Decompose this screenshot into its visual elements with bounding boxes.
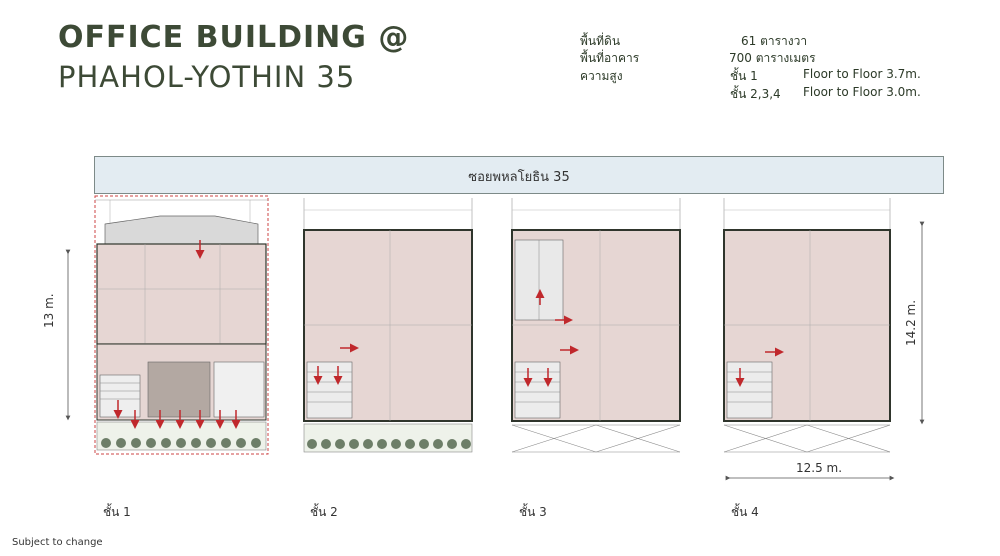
floor-plan-1 bbox=[95, 196, 268, 454]
floors234-height-label: ชั้น 2,3,4 bbox=[730, 87, 781, 101]
land-area-label: พื้นที่ดิน bbox=[580, 34, 621, 48]
floor-plan-4 bbox=[724, 198, 890, 452]
floor-label-4: ชั้น 4 bbox=[731, 505, 759, 519]
floor-label-3: ชั้น 3 bbox=[519, 505, 547, 519]
page-title: OFFICE BUILDING @ bbox=[58, 20, 410, 55]
floor-plan-2 bbox=[304, 198, 472, 452]
dimension-depth-left-label: 13 m. bbox=[42, 293, 56, 328]
road-label: ซอยพหลโยธิน 35 bbox=[468, 170, 570, 185]
floor1-height-label: ชั้น 1 bbox=[730, 69, 758, 83]
floor1-height-value: Floor to Floor 3.7m. bbox=[803, 67, 921, 81]
building-area-label: พื้นที่อาคาร bbox=[580, 51, 640, 65]
land-area-value: 61 ตารางวา bbox=[741, 34, 808, 48]
building-area-value: 700 ตารางเมตร bbox=[729, 51, 816, 65]
floors234-height-value: Floor to Floor 3.0m. bbox=[803, 85, 921, 99]
floor-plan-3 bbox=[512, 198, 680, 452]
footer-note: Subject to change bbox=[12, 537, 103, 548]
height-label: ความสูง bbox=[580, 69, 623, 83]
dimension-width-label: 12.5 m. bbox=[796, 461, 843, 475]
floor-label-2: ชั้น 2 bbox=[310, 505, 338, 519]
page-subtitle: PHAHOL-YOTHIN 35 bbox=[58, 60, 356, 94]
dimension-depth-right-label: 14.2 m. bbox=[904, 299, 918, 346]
floor-label-1: ชั้น 1 bbox=[103, 505, 131, 519]
